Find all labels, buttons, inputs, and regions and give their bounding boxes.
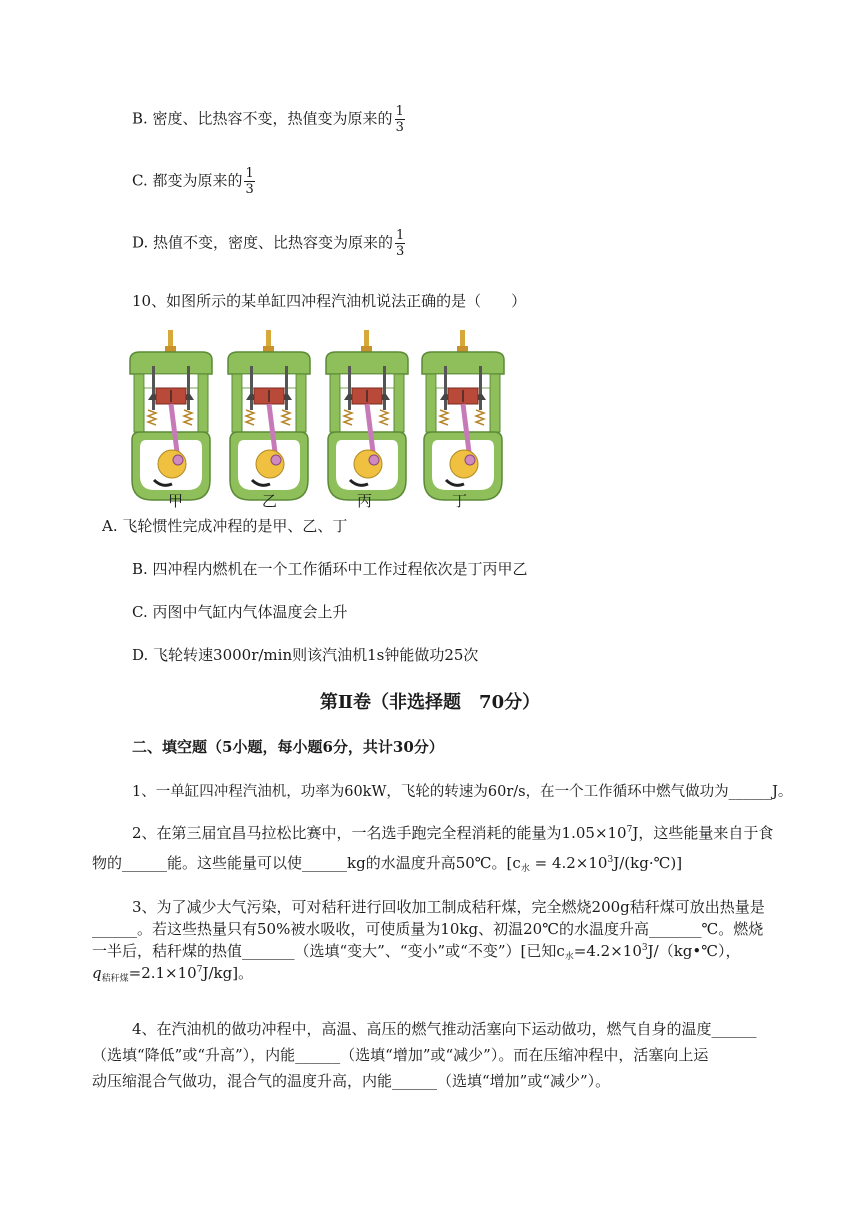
section-heading: 二、填空题（5小题，每小题6分，共计30分） [132,738,444,756]
engine-yi [228,330,310,500]
fill-q3-text-h: J/kg]。 [202,964,254,982]
label-bing: 丙 [357,492,373,510]
fill-q4-line1: 4、在汽油机的做功冲程中，高温、高压的燃气推动活塞向下运动做功，燃气自身的温度______ [132,1020,757,1038]
fill-q2-exponent: 7 [626,825,633,835]
fill-q2-text-b: J，这些能量来自于食 [632,824,774,842]
engine-strokes-diagram [126,330,506,512]
fill-q3-text-c: 一半后，秸秆煤的热值_______（选填“变大”、“变小”或“不变”）[已知c [92,942,565,960]
fill-q3-text-g: =2.1×10 [128,964,197,982]
q10-option-c: C. 丙图中气缸内气体温度会上升 [132,603,348,621]
q9-option-c-text: C. 都变为原来的 [132,171,243,190]
engine-ding [422,330,504,500]
fraction-one-third [395,228,405,259]
label-yi: 乙 [262,492,278,510]
label-ding: 丁 [452,492,468,510]
fill-q3-exponent1: 3 [641,943,648,953]
fill-q3-text-e: J/（kg•℃）， [647,942,741,960]
part2-title: 第Ⅱ卷（非选择题 70分） [319,692,541,713]
fill-q3-subscript1: 水 [564,952,574,962]
fill-q3-text-d: =4.2×10 [573,942,642,960]
q10-stem: 10、如图所示的某单缸四冲程汽油机说法正确的是（ ） [132,292,527,310]
frac-denominator: 3 [396,244,405,259]
q9-option-d-text: D. 热值不变，密度、比热容变为原来的 [132,233,394,252]
frac-numerator: 1 [395,104,404,119]
fill-q2-line2 [92,852,682,874]
q9-option-b [132,104,405,135]
fill-q3-exponent2: 7 [196,965,203,975]
fill-q3-line1: 3、为了减少大气污染，可对秸秆进行回收加工制成秸秆煤，完全燃烧200g秸秆煤可放出热量是 [132,898,765,916]
q9-option-c [132,166,255,197]
fill-q2-subscript: 水 [520,864,530,874]
q10-option-a: A. 飞轮惯性完成冲程的是甲、乙、丁 [102,517,348,535]
fill-q2-text-a: 2、在第三届宜昌马拉松比赛中，一名选手跑完全程消耗的能量为1.05×10 [132,824,627,842]
fraction-one-third [244,166,254,197]
q10-option-d: D. 飞轮转速3000r/min则该汽油机1s钟能做功25次 [132,646,479,664]
q9-option-b-text: B. 密度、比热容不变，热值变为原来的 [132,109,393,128]
fill-q3-text-f: q [92,964,102,982]
engine-jia [130,330,212,500]
q9-option-d [132,228,405,259]
q10-option-b: B. 四冲程内燃机在一个工作循环中工作过程依次是丁丙甲乙 [132,560,528,578]
label-jia: 甲 [168,492,184,510]
frac-numerator: 1 [245,166,254,181]
fill-q2-line1 [132,822,773,843]
fill-q2-exponent2: 3 [607,855,614,865]
fill-q4-line3: 动压缩混合气做功，混合气的温度升高，内能______（选填“增加”或“减少”）。 [92,1072,611,1090]
fill-q3-subscript2: 秸秆煤 [101,974,129,984]
fill-q3-line4 [92,962,253,984]
frac-numerator: 1 [396,228,405,243]
fill-q2-text-c: 物的______能。这些能量可以使______kg的水温度升高50℃。[c [92,854,521,872]
engine-bing [326,330,408,500]
fill-q1: 1、一单缸四冲程汽油机，功率为60kW，飞轮的转速为60r/s，在一个工作循环中燃气做功为______J。 [132,784,793,800]
fill-q4-line2: （选填“降低”或“升高”），内能______（选填“增加”或“减少”）。而在压缩冲程中，活塞向上运 [92,1046,709,1064]
frac-denominator: 3 [395,120,404,135]
fill-q3-line2: ______。若这些热量只有50%被水吸收，可使质量为10kg、初温20℃的水温度升高_______℃。燃烧 [92,920,764,938]
fill-q2-text-e: J/(kg·℃)] [613,854,683,872]
fraction-one-third [395,104,405,135]
fill-q3-line3 [92,940,741,962]
fill-q2-text-d: = 4.2×10 [529,854,608,872]
frac-denominator: 3 [245,182,254,197]
